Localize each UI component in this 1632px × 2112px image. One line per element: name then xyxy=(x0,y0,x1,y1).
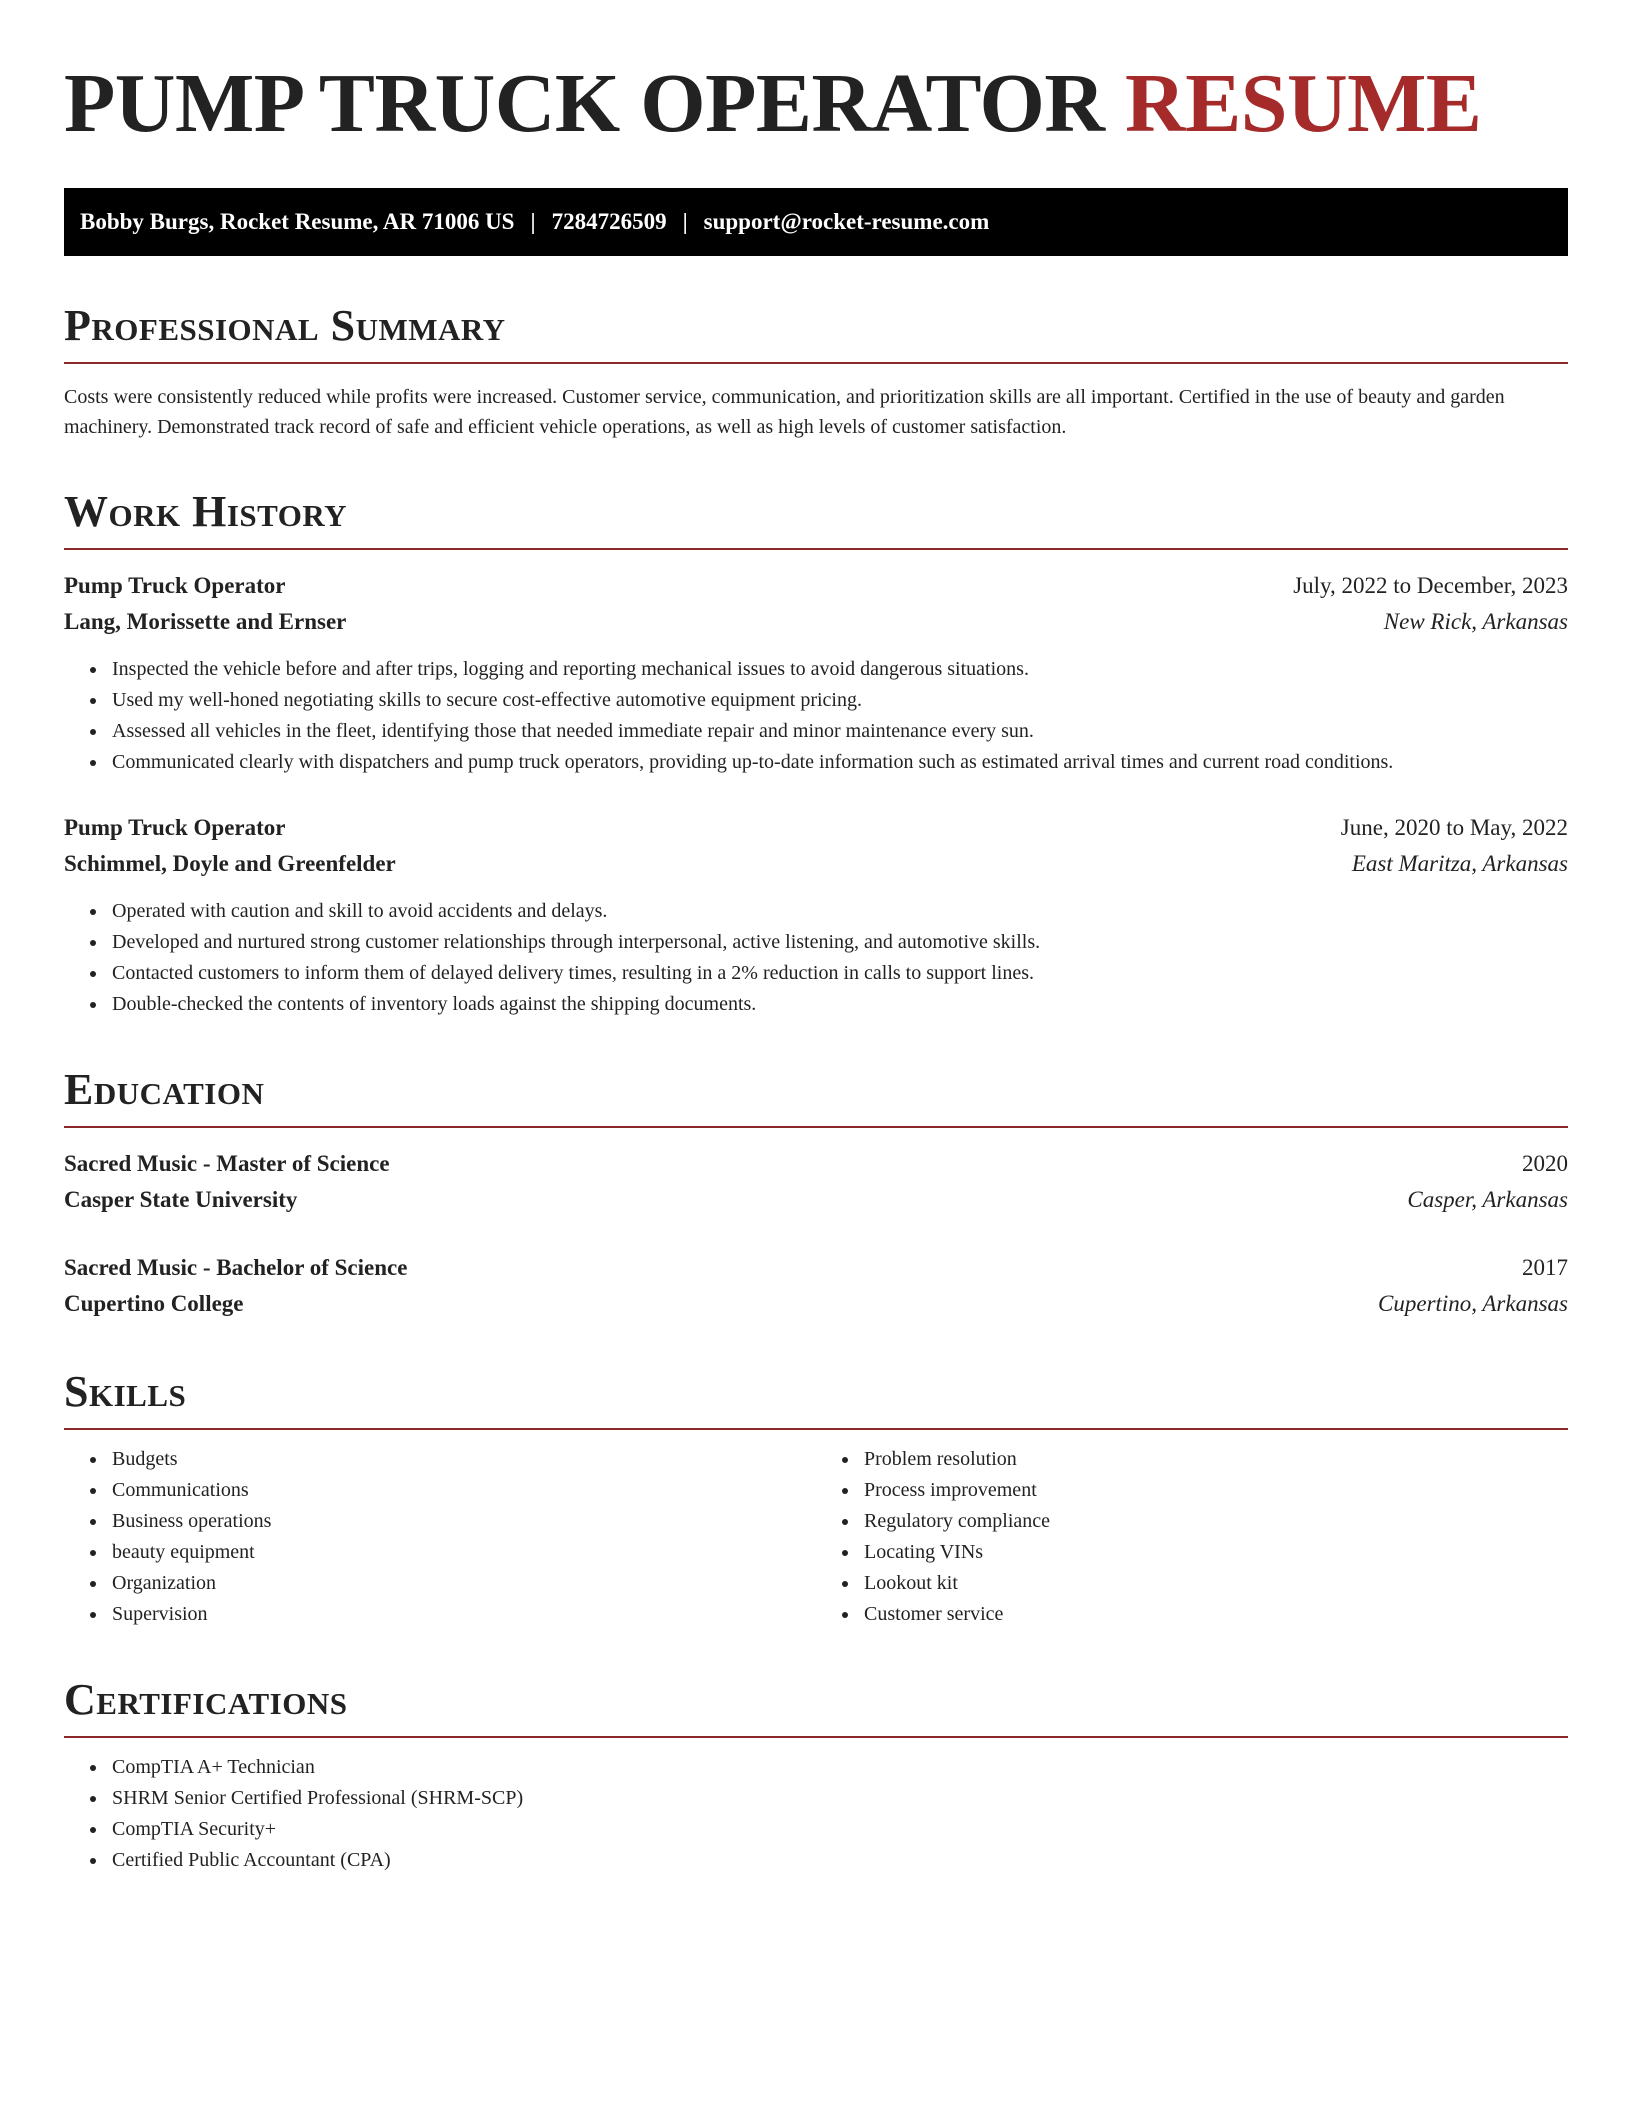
job-bullets xyxy=(64,654,1568,778)
job-dates: July, 2022 to December, 2023 xyxy=(1293,573,1568,598)
job-company-row xyxy=(64,604,1568,640)
school: Casper State University xyxy=(64,1187,298,1212)
list-item: • Lookout kit xyxy=(860,1568,1568,1599)
contact-separator: | xyxy=(682,209,688,234)
contact-bar xyxy=(64,188,1568,256)
list-item: • Certified Public Accountant (CPA) xyxy=(108,1845,1568,1876)
skills-list-right xyxy=(816,1444,1568,1630)
list-item: • beauty equipment xyxy=(108,1537,816,1568)
list-item: • Contacted customers to inform them of delayed delivery times, resulting in a 2% reduction in calls to support lines. xyxy=(108,958,1568,989)
school-row xyxy=(64,1286,1568,1322)
list-item: • Developed and nurtured strong customer relationships through interpersonal, active listening, and automotive skills. xyxy=(108,927,1568,958)
school-location: Cupertino, Arkansas xyxy=(1378,1291,1568,1316)
list-item: • Inspected the vehicle before and after trips, logging and reporting mechanical issues to avoid dangerous situations. xyxy=(108,654,1568,685)
job-title-row xyxy=(64,568,1568,604)
contact-separator: | xyxy=(530,209,536,234)
degree: Sacred Music - Bachelor of Science xyxy=(64,1255,408,1280)
work-history-section xyxy=(64,486,1568,1020)
job-title: Pump Truck Operator xyxy=(64,815,286,840)
education-entry xyxy=(64,1250,1568,1322)
job-bullets xyxy=(64,896,1568,1020)
list-item: • CompTIA A+ Technician xyxy=(108,1752,1568,1783)
certifications-section xyxy=(64,1674,1568,1876)
skills-grid xyxy=(64,1444,1568,1630)
job-title-row xyxy=(64,810,1568,846)
job-company: Schimmel, Doyle and Greenfelder xyxy=(64,851,396,876)
list-item: • Organization xyxy=(108,1568,816,1599)
list-item: • Double-checked the contents of inventory loads against the shipping documents. xyxy=(108,989,1568,1020)
list-item: • Communicated clearly with dispatchers and pump truck operators, providing up-to-date information such as estimated arrival times and current road conditions. xyxy=(108,747,1568,778)
list-item: • Used my well-honed negotiating skills to secure cost-effective automotive equipment pricing. xyxy=(108,685,1568,716)
education-entry xyxy=(64,1146,1568,1218)
skills-list-left xyxy=(64,1444,816,1630)
contact-email: support@rocket-resume.com xyxy=(703,209,990,234)
degree-row xyxy=(64,1250,1568,1286)
title-accent: RESUME xyxy=(1125,57,1482,150)
job-entry xyxy=(64,568,1568,778)
list-item: • Business operations xyxy=(108,1506,816,1537)
job-company-row xyxy=(64,846,1568,882)
list-item: • Locating VINs xyxy=(860,1537,1568,1568)
list-item: • Customer service xyxy=(860,1599,1568,1630)
professional-summary-section xyxy=(64,300,1568,442)
education-section xyxy=(64,1064,1568,1322)
job-location: New Rick, Arkansas xyxy=(1383,609,1568,634)
list-item: • Supervision xyxy=(108,1599,816,1630)
job-entry xyxy=(64,810,1568,1020)
resume-title xyxy=(64,56,1568,152)
graduation-year: 2020 xyxy=(1522,1151,1568,1176)
contact-phone: 7284726509 xyxy=(551,209,667,234)
degree-row xyxy=(64,1146,1568,1182)
list-item: • Regulatory compliance xyxy=(860,1506,1568,1537)
title-main: PUMP TRUCK OPERATOR xyxy=(64,57,1105,150)
section-heading-education: Education xyxy=(64,1064,1568,1128)
skills-section xyxy=(64,1366,1568,1630)
section-heading-summary: Professional Summary xyxy=(64,300,1568,364)
list-item: • Problem resolution xyxy=(860,1444,1568,1475)
list-item: • SHRM Senior Certified Professional (SHRM-SCP) xyxy=(108,1783,1568,1814)
section-heading-skills: Skills xyxy=(64,1366,1568,1430)
summary-text: Costs were consistently reduced while profits were increased. Customer service, communication, and prioritization skills are all important. Certified in the use of beauty and garden machinery. Demonstrated track record of safe and efficient vehicle operations, as well as high levels of customer satisfaction. xyxy=(64,386,1505,438)
list-item: • Process improvement xyxy=(860,1475,1568,1506)
job-company: Lang, Morissette and Ernser xyxy=(64,609,347,634)
list-item: • Budgets xyxy=(108,1444,816,1475)
list-item: • Assessed all vehicles in the fleet, identifying those that needed immediate repair and minor maintenance every sun. xyxy=(108,716,1568,747)
certifications-list xyxy=(64,1752,1568,1876)
school-location: Casper, Arkansas xyxy=(1407,1187,1568,1212)
list-item: • Operated with caution and skill to avoid accidents and delays. xyxy=(108,896,1568,927)
degree: Sacred Music - Master of Science xyxy=(64,1151,390,1176)
section-heading-work: Work History xyxy=(64,486,1568,550)
job-location: East Maritza, Arkansas xyxy=(1351,851,1568,876)
job-dates: June, 2020 to May, 2022 xyxy=(1340,815,1568,840)
school-row xyxy=(64,1182,1568,1218)
graduation-year: 2017 xyxy=(1522,1255,1568,1280)
contact-address: Bobby Burgs, Rocket Resume, AR 71006 US xyxy=(80,209,515,234)
section-heading-certifications: Certifications xyxy=(64,1674,1568,1738)
list-item: • Communications xyxy=(108,1475,816,1506)
job-title: Pump Truck Operator xyxy=(64,573,286,598)
list-item: • CompTIA Security+ xyxy=(108,1814,1568,1845)
school: Cupertino College xyxy=(64,1291,244,1316)
